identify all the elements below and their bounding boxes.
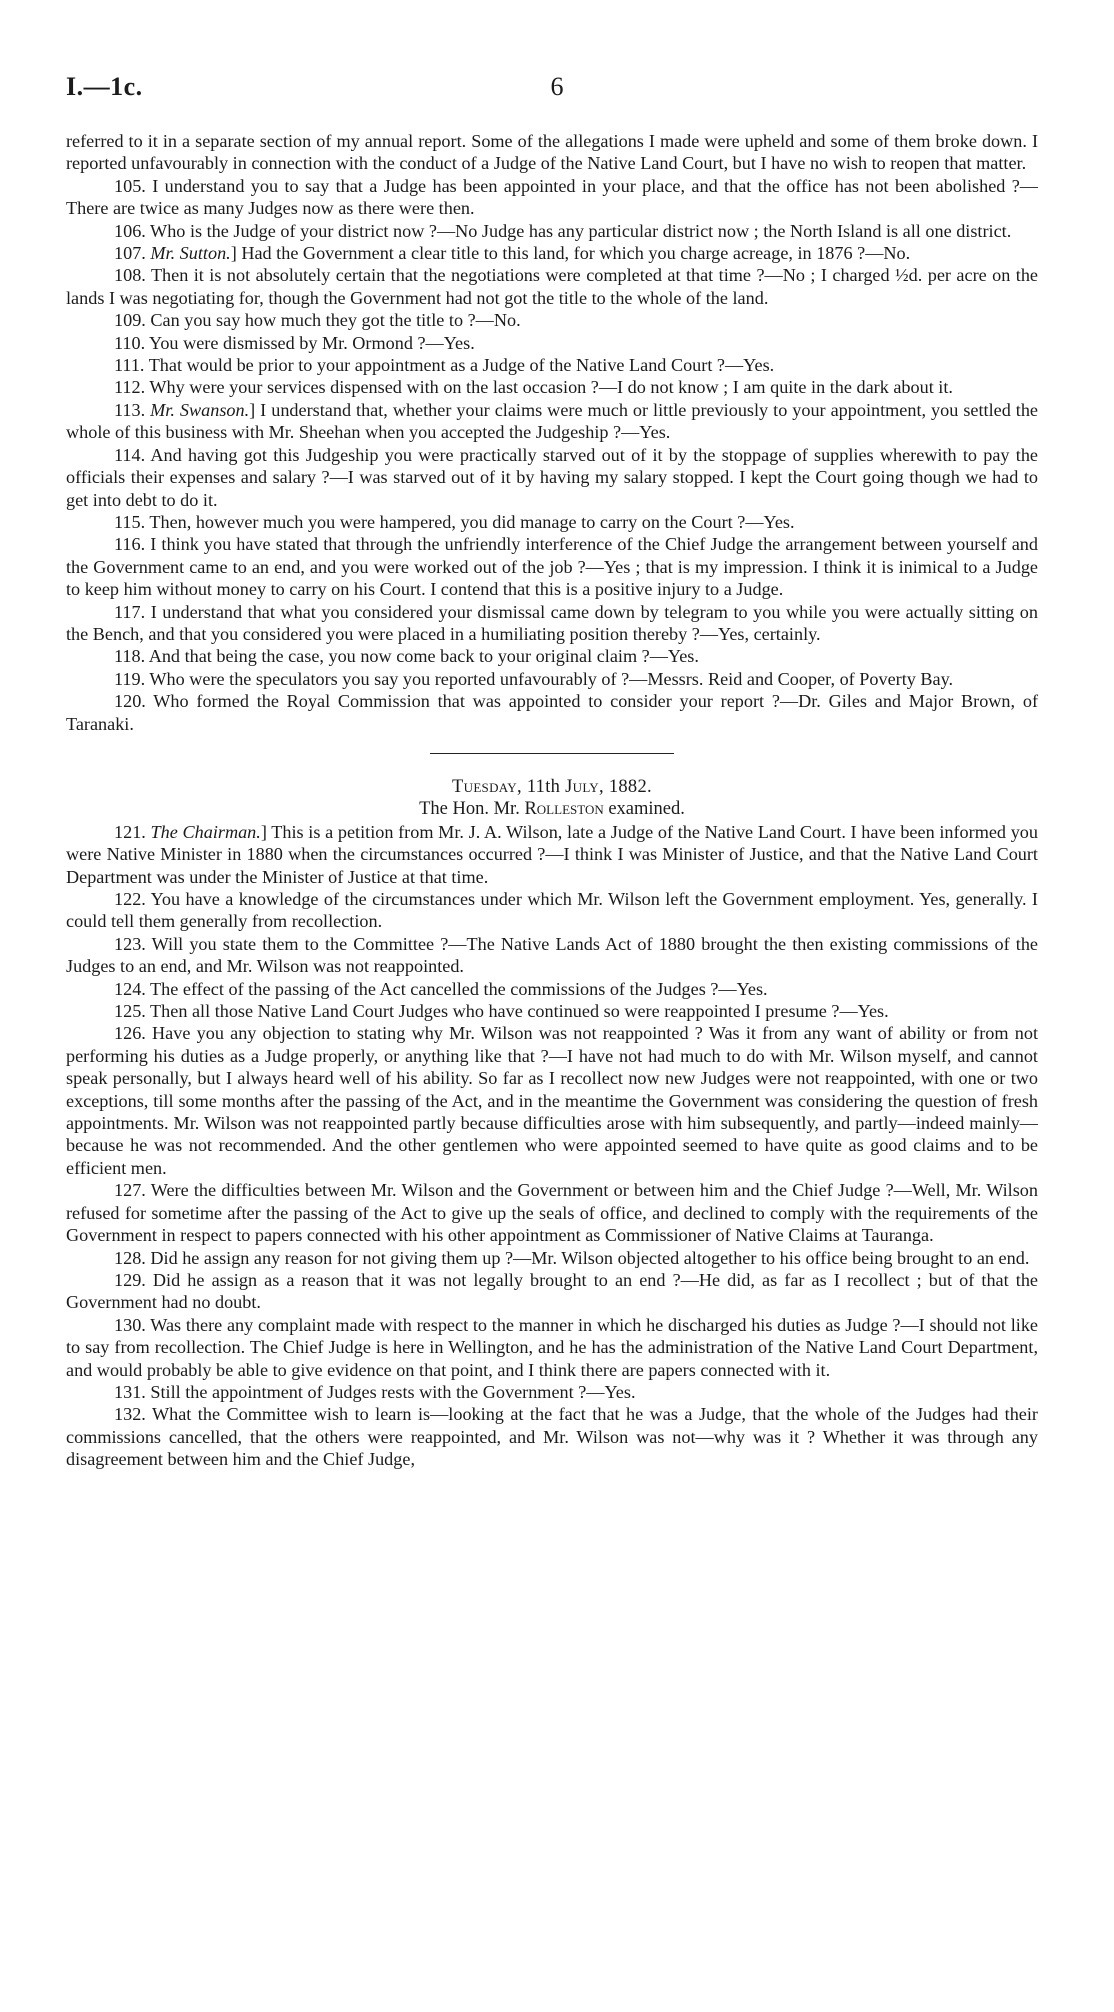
question-paragraph: 115. Then, however much you were hampered, you did manage to carry on the Court ?—Yes. (114, 511, 795, 532)
question-paragraph: 122. You have a knowledge of the circumstances under which Mr. Wilson left the Government employment. Yes, generally. I could tell them generally from recollection. (66, 889, 1038, 932)
question-paragraph: 127. Were the difficulties between Mr. Wilson and the Government or between him and the Chief Judge ?—Well, Mr. Wilson refused for sometime after the passing of the Act to give up the seals of office, and declined to comply with the requirements of the Government in respect to papers connected with his other appointment as Commissioner of Native Claims at Tauranga. (66, 1180, 1038, 1246)
question-paragraph: 114. And having got this Judgeship you were practically starved out of it by the stoppage of supplies wherewith to pay the officials their expenses and salary ?—I was starved out of it by having my salary stopped. I kept the Court going though we had to get into debt to do it. (66, 444, 1038, 510)
questions-block-b (66, 821, 1038, 1471)
question-paragraph: 108. Then it is not absolutely certain that the negotiations were completed at that time ?—No ; I charged ½d. per acre on the lands I was negotiating for, though the Government had not got the title to the whole of the land. (66, 265, 1038, 308)
question-number: 121. (114, 821, 151, 842)
witness-name: Rolleston (524, 799, 604, 820)
witness-prefix: The Hon. Mr. (419, 799, 525, 820)
question-paragraph: 128. Did he assign any reason for not giving them up ?—Mr. Wilson objected altogether to his office being brought to an end. (114, 1247, 1030, 1268)
section-divider (430, 753, 674, 754)
question-paragraph: 117. I understand that what you considered your dismissal came down by telegram to you while you were actually sitting on the Bench, and that you considered you were placed in a humiliating position thereby ?—Yes, certainly. (66, 601, 1038, 644)
document-reference: I.—1c. (66, 72, 143, 101)
question-paragraph: 109. Can you say how much they got the title to ?—No. (114, 310, 521, 331)
question-paragraph: 119. Who were the speculators you say you reported unfavourably of ?—Messrs. Reid and Cooper, of Poverty Bay. (114, 668, 954, 689)
speaker-name: Mr. Swanson. (150, 399, 250, 420)
question-paragraph: 126. Have you any objection to stating why Mr. Wilson was not reappointed ? Was it from any want of ability or from not performing his duties as a Judge properly, or anything like that ?—I have not had much to do with Mr. Wilson myself, and cannot speak personally, but I always heard well of his ability. So far as I recollect now new Judges were not reappointed, with one or two exceptions, till some months after the passing of the Act, and in the meantime the Government was considering the question of fresh appointments. Mr. Wilson was not reappointed partly because difficulties arose with him subsequently, and partly—indeed mainly—because he was not recommended. And the other gentlemen who were appointed seemed to have quite as good claims and to be efficient men. (66, 1023, 1038, 1178)
session-day: Tuesday (452, 776, 517, 797)
question-paragraph: 110. You were dismissed by Mr. Ormond ?—Yes. (114, 332, 475, 353)
questions-block-a (66, 175, 1038, 735)
speaker-name: Mr. Sutton. (150, 243, 231, 264)
page-number: 6 (550, 72, 564, 101)
question-paragraph: 106. Who is the Judge of your district now ?—No Judge has any particular district now ; the North Island is all one district. (114, 220, 1012, 241)
question-paragraph: 132. What the Committee wish to learn is—looking at the fact that he was a Judge, that the whole of the Judges had their commissions cancelled, that the others were reappointed, and Mr. Wilson was not—why was it ? Whether it was through any disagreement between him and the Chief Judge, (66, 1404, 1038, 1470)
question-paragraph: 112. Why were your services dispensed with on the last occasion ?—I do not know ; I am quite in the dark about it. (114, 377, 953, 398)
question-text: ] This is a petition from Mr. J. A. Wilson, late a Judge of the Native Land Court. I have been informed you were Native Minister in 1880 when the circumstances occurred ?—I think I was Minister of Justice, and that the Native Land Court Department was under the Minister of Justice at that time. (66, 821, 1038, 887)
session-date-day: , 11th (516, 776, 566, 797)
question-paragraph: 120. Who formed the Royal Commission that was appointed to consider your report ?—Dr. Giles and Major Brown, of Taranaki. (66, 691, 1038, 734)
question-paragraph: 130. Was there any complaint made with respect to the manner in which he discharged his duties as Judge ?—I should not like to say from recollection. The Chief Judge is here in Wellington, and he has the administration of the Native Land Court Department, and would probably be able to give evidence on that point, and I think there are papers connected with it. (66, 1314, 1038, 1380)
question-number: 107. (114, 243, 151, 264)
question-paragraph: 124. The effect of the passing of the Act cancelled the commissions of the Judges ?—Yes. (114, 978, 768, 999)
continuation-paragraph: referred to it in a separate section of my annual report. Some of the allegations I made were upheld and some of them broke down. I reported unfavourably in connection with the conduct of a Judge of the Native Land Court, but I have no wish to reopen that matter. (66, 131, 1038, 174)
question-paragraph: 129. Did he assign as a reason that it was not legally brought to an end ?—He did, as far as I recollect ; but of that the Government had no doubt. (66, 1269, 1038, 1313)
question-paragraph: 105. I understand you to say that a Judge has been appointed in your place, and that the office has not been abolished ?—There are twice as many Judges now as there were then. (66, 175, 1038, 219)
question-paragraph: 111. That would be prior to your appointment as a Judge of the Native Land Court ?—Yes. (114, 355, 775, 376)
question-paragraph: 125. Then all those Native Land Court Judges who have continued so were reappointed I presume ?—Yes. (114, 1001, 889, 1022)
speaker-name: The Chairman. (150, 821, 261, 842)
page-body (66, 130, 1038, 1471)
question-paragraph: 116. I think you have stated that through the unfriendly interference of the Chief Judge the arrangement between yourself and the Government came to an end, and you were worked out of the job ?—Yes ; that is my impression. I think it is inimical to a Judge to keep him without money to carry on his Court. I contend that this is a positive injury to a Judge. (66, 534, 1038, 600)
question-paragraph: 131. Still the appointment of Judges rests with the Government ?—Yes. (114, 1381, 636, 1402)
witness-suffix: examined. (603, 799, 685, 820)
question-text: ] I understand that, whether your claims were much or little previously to your appointment, you settled the whole of this business with Mr. Sheehan when you accepted the Judgeship ?—Yes. (66, 399, 1039, 443)
session-month: July (565, 776, 599, 797)
question-text: ] Had the Government a clear title to this land, for which you charge acreage, in 1876 ?—No. (230, 243, 911, 264)
page-header (62, 72, 1052, 106)
question-paragraph: 118. And that being the case, you now come back to your original claim ?—Yes. (114, 646, 699, 667)
witness-heading (66, 798, 1038, 820)
question-paragraph (66, 242, 1038, 264)
session-date (66, 776, 1038, 798)
question-paragraph: 123. Will you state them to the Committee ?—The Native Lands Act of 1880 brought the then existing commissions of the Judges to an end, and Mr. Wilson was not reappointed. (66, 933, 1038, 977)
question-paragraph (66, 399, 1038, 444)
session-year: , 1882. (598, 776, 652, 797)
question-number: 113. (114, 399, 151, 420)
question-paragraph (66, 821, 1038, 888)
